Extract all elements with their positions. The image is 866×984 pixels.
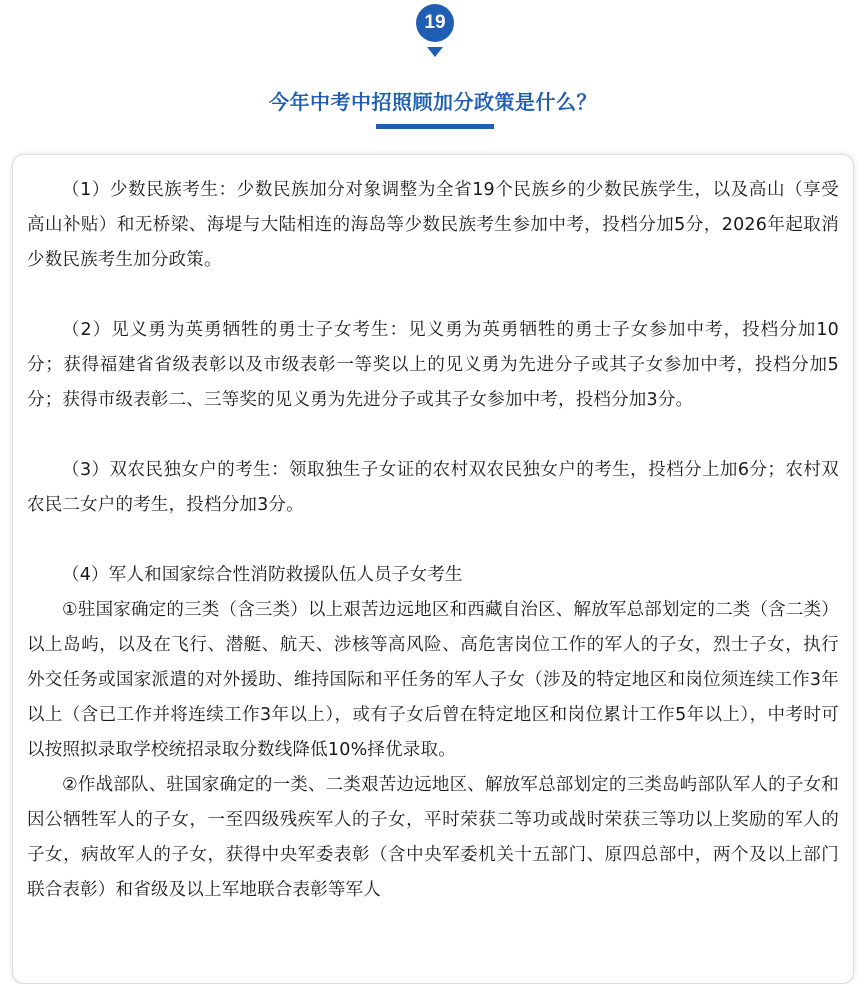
title-underline (376, 124, 494, 129)
spacer (27, 523, 839, 558)
paragraph-military-item-2: ②作战部队、驻国家确定的一类、二类艰苦边远地区、解放军总部划定的三类岛屿部队军人的子女和因公牺牲军人的子女，一至四级残疾军人的子女，平时荣获二等功或战时荣获三等功以上奖励的军人的子女，病故军人的子女，获得中央军委表彰（含中央军委机关十五部门、原四总部中，两个及以上部门联合表彰）和省级及以上军地联合表彰等军人 (27, 775, 839, 900)
badge-pointer-icon (427, 47, 443, 57)
content-card (12, 154, 854, 984)
section-number-badge: 19 (416, 4, 454, 42)
paragraph-heroic-deeds: （2）见义勇为英勇牺牲的勇士子女考生：见义勇为英勇牺牲的勇士子女参加中考，投档分加10分；获得福建省省级表彰以及市级表彰一等奖以上的见义勇为先进分子或其子女参加中考，投档分加5分；获得市级表彰二、三等奖的见义勇为先进分子或其子女参加中考，投档分加3分。 (27, 320, 839, 410)
spacer (27, 418, 839, 453)
paragraph-military-heading: （4）军人和国家综合性消防救援队伍人员子女考生 (62, 565, 463, 585)
paragraph-ethnic-minority: （1）少数民族考生：少数民族加分对象调整为全省19个民族乡的少数民族学生，以及高山（享受高山补贴）和无桥梁、海堤与大陆相连的海岛等少数民族考生参加中考，投档分加5分，2026年起取消少数民族考生加分政策。 (27, 180, 839, 270)
paragraph-rural-daughters: （3）双农民独女户的考生：领取独生子女证的农村双农民独女户的考生，投档分上加6分；农村双农民二女户的考生，投档分加3分。 (27, 460, 839, 515)
paragraph-military-item-1: ①驻国家确定的三类（含三类）以上艰苦边远地区和西藏自治区、解放军总部划定的二类（含二类）以上岛屿，以及在飞行、潜艇、航天、涉核等高风险、高危害岗位工作的军人的子女，烈士子女，执行外交任务或国家派遣的对外援助、维持国际和平任务的军人子女（涉及的特定地区和岗位须连续工作3年以上（含已工作并将连续工作3年以上），或有子女后曾在特定地区和岗位累计工作5年以上），中考时可以按照拟录取学校统招录取分数线降低10%择优录取。 (27, 600, 839, 760)
page-title: 今年中考中招照顾加分政策是什么？ (269, 90, 597, 114)
spacer (27, 278, 839, 313)
